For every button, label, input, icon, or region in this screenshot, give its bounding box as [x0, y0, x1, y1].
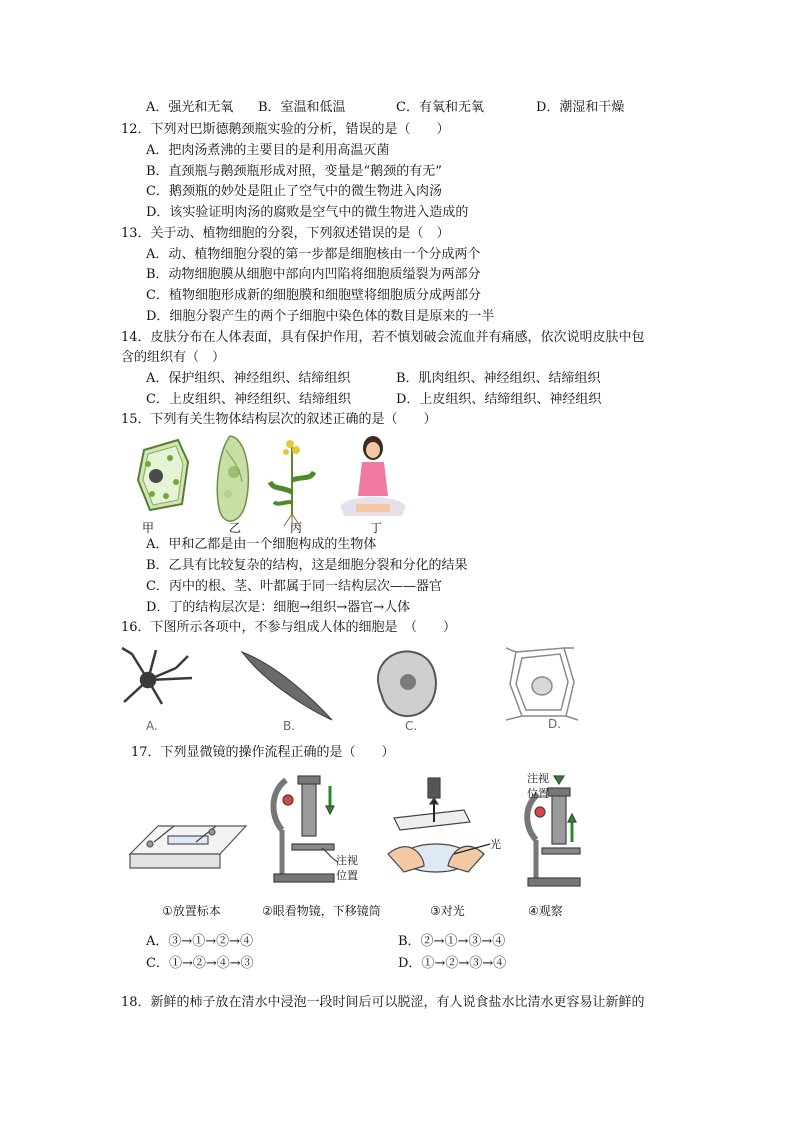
plant-cell-image: [138, 440, 188, 510]
q12-option-d: D．该实验证明肉汤的腐败是空气中的微生物进入造成的: [146, 205, 469, 220]
microscope-lower-image: [273, 776, 338, 882]
q17-caption-4: ④观察: [528, 904, 563, 918]
q14-option-b: B．肌肉组织、神经组织、结缔组织: [396, 371, 601, 386]
microscope-stage-image: [130, 826, 246, 868]
q17-option-b: B．②→①→③→④: [398, 934, 506, 949]
q13-stem: 13．关于动、植物细胞的分裂，下列叙述错误的是（ ）: [121, 226, 450, 241]
q16-label-c: C.: [405, 719, 418, 733]
q15-stem: 15．下列有关生物体结构层次的叙述正确的是（ ）: [121, 412, 437, 427]
q12-option-c: C．鹅颈瓶的妙处是阻止了空气中的微生物进入肉汤: [146, 184, 442, 199]
q14-option-c: C．上皮组织、神经组织、结缔组织: [146, 392, 351, 407]
q11-option-b: B．室温和低温: [258, 100, 346, 115]
q13-option-c: C．植物细胞形成新的细胞膜和细胞壁将细胞质分成两部分: [146, 288, 481, 303]
q16-figure: [118, 642, 598, 726]
q13-option-d: D．细胞分裂产生的两个子细胞中染色体的数目是原来的一半: [146, 309, 495, 324]
q14-stem-line1: 14．皮肤分布在人体表面，具有保护作用，若不慎划破会流血并有痛感，依次说明皮肤中包: [121, 330, 645, 345]
q15-label-jia: 甲: [142, 521, 155, 535]
q17-stem: 17．下列显微镜的操作流程正确的是（ ）: [131, 745, 395, 760]
q17-caption-1: ①放置标本: [162, 904, 221, 918]
flowering-plant-image: [270, 440, 314, 528]
q15-option-d: D．丁的结构层次是：细胞→组织→器官→人体: [146, 600, 411, 615]
q17-note-top-2: 位置: [527, 787, 549, 800]
paramecium-image: [217, 436, 248, 521]
q14-stem-line2: 含的组织有（ ）: [121, 350, 226, 365]
q17-note-top-1: 注视: [527, 772, 549, 785]
q16-stem: 16．下图所示各项中，不参与组成人体的细胞是 （ ）: [121, 620, 457, 635]
q17-option-d: D．①→②→③→④: [398, 956, 507, 971]
q15-option-a: A．甲和乙都是由一个细胞构成的生物体: [146, 537, 377, 552]
q13-option-a: A．动、植物细胞分裂的第一步都是细胞核由一个分成两个: [146, 247, 481, 262]
q15-option-c: C．丙中的根、茎、叶都属于同一结构层次——器官: [146, 579, 442, 594]
plant-cell-d-image: [506, 648, 578, 720]
q17-caption-3: ③对光: [430, 904, 465, 918]
q12-option-b: B．直颈瓶与鹅颈瓶形成对照，变量是“鹅颈的有无”: [146, 164, 442, 179]
q17-caption-2: ②眼看物镜，下移镜筒: [262, 904, 381, 918]
q14-option-a: A．保护组织、神经组织、结缔组织: [146, 371, 351, 386]
q11-option-d: D．潮湿和干燥: [536, 100, 625, 115]
muscle-cell-image: [242, 652, 332, 720]
light-adjust-image: [388, 778, 490, 872]
q16-label-b: B.: [283, 719, 296, 733]
q17-option-c: C．①→②→④→③: [146, 956, 254, 971]
q17-option-a: A．③→①→②→④: [146, 934, 254, 949]
q14-option-d: D．上皮组织、结缔组织、神经组织: [396, 392, 602, 407]
q15-figure: [130, 432, 410, 534]
q15-option-b: B．乙具有比较复杂的结构，这是细胞分裂和分化的结果: [146, 558, 468, 573]
q16-label-a: A.: [146, 719, 158, 733]
q15-label-yi: 乙: [229, 521, 242, 535]
q18-stem: 18．新鲜的柿子放在清水中浸泡一段时间后可以脱涩，有人说食盐水比清水更容易让新鲜的: [121, 995, 645, 1010]
q17-light-label: 光: [490, 838, 501, 851]
q17-note-mid-2: 位置: [336, 869, 358, 882]
q15-label-bing: 丙: [290, 521, 303, 535]
q16-label-d: D.: [548, 717, 562, 731]
girl-image: [340, 436, 406, 516]
epithelial-cell-image: [378, 651, 436, 716]
q12-stem: 12．下列对巴斯德鹅颈瓶实验的分析，错误的是（ ）: [121, 122, 450, 137]
q15-label-ding: 丁: [370, 521, 383, 535]
q13-option-b: B．动物细胞膜从细胞中部向内凹陷将细胞质缢裂为两部分: [146, 267, 481, 282]
neuron-image: [122, 648, 192, 704]
q12-option-a: A．把肉汤煮沸的主要目的是利用高温灭菌: [146, 143, 390, 158]
q11-option-a: A．强光和无氧: [146, 100, 234, 115]
q17-note-mid-1: 注视: [336, 854, 358, 867]
q11-option-c: C．有氧和无氧: [396, 100, 484, 115]
